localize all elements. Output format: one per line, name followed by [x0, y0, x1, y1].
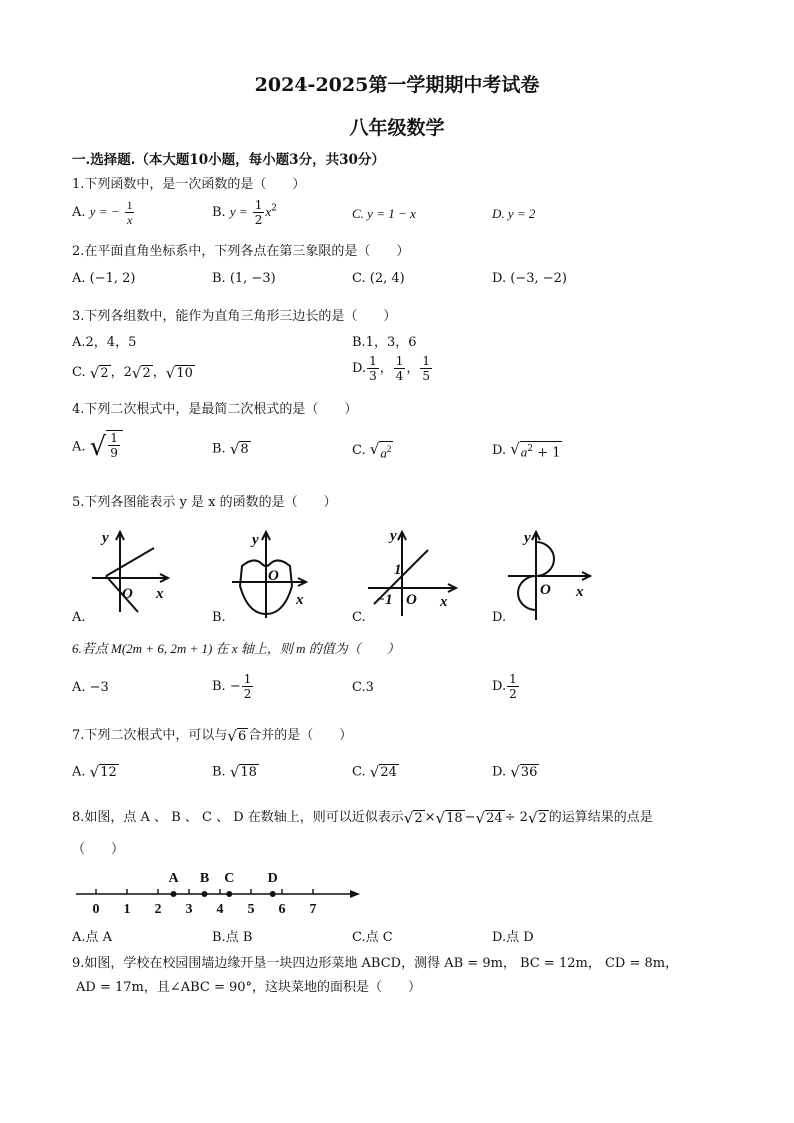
q7-b-in: 18	[240, 765, 257, 780]
q3-option-b: B.1，3，6	[352, 335, 417, 350]
number-line-arrow	[350, 890, 360, 898]
q4-a-sqrt: √ $\frac{1}{9}$	[90, 430, 123, 464]
number-line-point	[171, 891, 177, 897]
q5-d-x-label: x	[576, 584, 584, 600]
q3-c-r3: 10	[176, 365, 193, 381]
q6-option-b	[212, 672, 254, 701]
q4-d-in: a	[520, 444, 528, 460]
q7-option-d	[492, 764, 539, 780]
q7-c-in: 24	[380, 765, 397, 780]
number-line-point-label: B	[199, 871, 210, 886]
q3-c-sep1: ，2	[110, 365, 132, 380]
q6-b-num: 1	[243, 672, 252, 686]
number-line-point-label: D	[267, 871, 278, 886]
q1-a-num: 1	[126, 198, 133, 212]
q7-stem-post: 合并的是（ ）	[248, 728, 353, 743]
q3-c-sqrt-2: √ 2	[131, 363, 151, 382]
exam-subtitle: 八年级数学	[349, 117, 445, 139]
number-line-point	[202, 891, 208, 897]
q3-d-sep1: ，	[379, 361, 393, 376]
q6-b-label: B. −	[212, 679, 241, 694]
q7-a-label: A.	[72, 764, 86, 780]
q8-stem-post: 的运算结果的点是	[548, 810, 653, 825]
q3-c-sep2: ，	[152, 365, 166, 380]
q6-stem: 6.若点 M(2m + 6, 2m + 1) 在 x 轴上，则 m 的值为（ ）	[72, 641, 400, 656]
q5-d-y-label: y	[524, 530, 531, 546]
q7-c-label: C.	[352, 764, 366, 780]
q5-a-x-label: x	[156, 586, 164, 602]
q5-graph-d	[508, 532, 590, 620]
q4-a-num: 1	[110, 431, 118, 445]
q1-a-den: x	[126, 213, 133, 227]
q5-c-origin: O	[406, 592, 417, 608]
q8-stem-paren: （ ）	[72, 842, 125, 857]
q4-option-d	[492, 441, 562, 460]
number-line-tick-label: 0	[92, 902, 100, 917]
q4-option-c	[352, 441, 393, 460]
exam-title: 2024-2025第一学期期中考试卷	[254, 74, 540, 96]
q4-d-sup: 2	[527, 444, 534, 454]
q3-d-d3: 5	[422, 369, 431, 383]
q4-b-in: 8	[240, 442, 249, 457]
q1-a-fraction	[125, 198, 135, 227]
q8-stem-pre: 8.如图，点 A 、 B 、 C 、 D 在数轴上，则可以近似表示	[72, 810, 404, 825]
q8-r2: 18	[446, 810, 463, 826]
q6-b-fraction	[242, 672, 254, 701]
q8-op1: ×	[424, 810, 436, 825]
q7-d-in: 36	[520, 765, 538, 780]
q4-d-label: D.	[492, 443, 507, 459]
q5-c-tick-neg-one: −1	[376, 592, 393, 608]
q5-option-a: A.	[72, 610, 86, 625]
q3-c-label: C.	[72, 365, 86, 380]
q6-option-c: C.3	[352, 680, 374, 695]
q2-stem: 2.在平面直角坐标系中，下列各点在第三象限的是（ ）	[72, 244, 410, 259]
q3-d-d2: 4	[395, 369, 404, 383]
q8-option-b: B.点 B	[212, 930, 253, 945]
q1-b-fraction	[253, 198, 265, 227]
q4-c-sup: 2	[386, 444, 392, 454]
q8-sqrt-1: √ 2	[403, 808, 423, 827]
number-line-tick-label: 2	[154, 902, 162, 917]
number-line-tick-label: 5	[247, 902, 255, 917]
q4-c-sqrt: √ $a^2$	[369, 440, 392, 461]
section-heading: 一.选择题.（本大题10小题，每小题3分，共30分）	[72, 152, 385, 168]
q2-option-c: C. (2, 4)	[352, 271, 405, 286]
q1-option-a	[72, 198, 136, 227]
q3-d-d1: 3	[369, 369, 377, 383]
q7-a-in: 12	[100, 765, 117, 780]
q5-c-tick-one: 1	[394, 562, 402, 578]
q5-a-origin: O	[122, 586, 133, 602]
q8-r4: 2	[538, 810, 547, 826]
q5-b-x-label: x	[296, 592, 304, 608]
q1-stem: 1.下列函数中，是一次函数的是（ ）	[72, 177, 306, 192]
q1-b-sup: 2	[271, 203, 277, 214]
q1-a-label: A.	[72, 205, 86, 220]
q4-option-a	[72, 430, 123, 464]
q4-d-tail: + 1	[533, 445, 561, 461]
q8-sqrt-3: √ 24	[475, 808, 503, 827]
q6-option-d	[492, 672, 520, 701]
q5-a-y-label: y	[102, 530, 109, 546]
number-line-point	[226, 891, 232, 897]
q8-op3: ÷ 2	[504, 810, 528, 825]
number-line-tick-label: 6	[278, 902, 286, 917]
q4-option-b	[212, 441, 251, 457]
q4-c-label: C.	[352, 443, 366, 459]
q8-stem	[72, 806, 653, 826]
q6-d-num: 1	[509, 672, 517, 686]
q3-option-c	[72, 361, 195, 381]
q9-line-2: AD = 17m，且∠ABC = 90°，这块菜地的面积是（ ）	[76, 980, 422, 995]
q5-option-b: B.	[212, 610, 226, 625]
q7-stem	[72, 724, 352, 744]
q7-stem-rad: 6	[237, 728, 247, 744]
q8-number-line	[72, 864, 372, 924]
q3-c-sqrt-1: √ 2	[89, 363, 109, 382]
q7-option-b	[212, 764, 259, 780]
q1-b-num: 1	[254, 198, 263, 212]
q7-b-label: B.	[212, 764, 226, 780]
number-line-point	[270, 891, 276, 897]
q8-sqrt-2: √ 18	[435, 808, 463, 827]
q5-stem: 5.下列各图能表示 y 是 x 的函数的是（ ）	[72, 495, 337, 510]
q1-b-label: B.	[212, 205, 226, 220]
q5-c-x-label: x	[440, 594, 448, 610]
q3-c-r2: 2	[142, 365, 151, 381]
q3-d-n1: 1	[369, 354, 377, 368]
q5-d-origin: O	[540, 582, 551, 598]
q1-b-den: 2	[254, 213, 263, 227]
q7-b-sqrt: √ 18	[229, 763, 257, 781]
q4-b-label: B.	[212, 441, 226, 457]
q2-option-d: D. (−3, −2)	[492, 271, 567, 286]
q7-option-a	[72, 764, 119, 780]
q1-option-c: C. y = 1 − x	[352, 206, 416, 221]
q7-c-sqrt: √ 24	[369, 763, 397, 781]
q3-d-frac-3	[420, 354, 432, 383]
q7-d-label: D.	[492, 764, 507, 780]
q4-c-in: a	[380, 445, 387, 461]
q3-d-n2: 1	[395, 354, 404, 368]
q6-d-fraction	[507, 672, 519, 701]
q2-option-b: B. (1, −3)	[212, 271, 276, 286]
q8-option-a: A.点 A	[72, 930, 113, 945]
q1-option-d: D. y = 2	[492, 206, 536, 221]
q7-option-c	[352, 764, 399, 780]
number-line-tick-label: 1	[123, 902, 131, 917]
q1-option-b	[212, 198, 277, 227]
q1-a-lhs: y = −	[89, 204, 120, 219]
q8-op2: −	[464, 810, 476, 825]
q3-d-n3: 1	[422, 354, 431, 368]
number-line-tick-label: 4	[216, 902, 224, 917]
q7-stem-sqrt: √ 6	[227, 726, 247, 745]
q3-c-sqrt-3: √ 10	[165, 363, 193, 382]
q6-b-den: 2	[243, 687, 252, 701]
q5-b-y-label: y	[252, 532, 259, 548]
q4-a-label: A.	[72, 439, 86, 455]
q6-option-a: A. −3	[72, 680, 109, 695]
q1-b-lhs: y =	[229, 204, 248, 219]
q4-stem: 4.下列二次根式中，是最简二次根式的是（ ）	[72, 402, 358, 417]
number-line-tick-label: 7	[309, 902, 317, 917]
q8-option-c: C.点 C	[352, 930, 393, 945]
q3-d-sep2: ，	[406, 361, 420, 376]
q3-option-a: A.2，4，5	[72, 335, 137, 350]
q2-option-a: A. (−1, 2)	[72, 271, 136, 286]
q4-b-sqrt: √ 8	[229, 440, 249, 458]
number-line-tick-label: 3	[185, 902, 193, 917]
q8-option-d: D.点 D	[492, 930, 534, 945]
q4-d-sqrt: √ $a^2 + 1$	[510, 440, 561, 461]
q3-d-label: D.	[352, 361, 367, 376]
q3-option-d	[352, 354, 433, 383]
q1-b-tail: x	[265, 204, 272, 219]
q3-d-frac-2	[394, 354, 406, 383]
q5-option-c: C.	[352, 610, 366, 625]
q3-d-frac-1	[367, 354, 379, 383]
q3-c-r1: 2	[100, 365, 109, 381]
number-line-point-label: A	[168, 871, 179, 886]
q7-a-sqrt: √ 12	[89, 763, 117, 781]
q3-stem: 3.下列各组数中，能作为直角三角形三边长的是（ ）	[72, 309, 397, 324]
q8-r1: 2	[414, 810, 423, 826]
q7-d-sqrt: √ 36	[510, 763, 538, 781]
q6-d-den: 2	[509, 687, 517, 701]
q7-stem-pre: 7.下列二次根式中，可以与	[72, 728, 228, 743]
q8-sqrt-4: √ 2	[527, 808, 547, 827]
q8-r3: 24	[486, 810, 503, 826]
q9-line-1: 9.如图，学校在校园围墙边缘开垦一块四边形菜地 ABCD，测得 AB = 9m， BC = 12m， CD = 8m，	[72, 956, 679, 971]
q4-a-den: 9	[110, 446, 118, 460]
q6-d-label: D.	[492, 679, 507, 694]
q5-option-d: D.	[492, 610, 507, 625]
q5-c-y-label: y	[390, 528, 397, 544]
q5-b-origin: O	[268, 568, 279, 584]
number-line-point-label: C	[224, 871, 235, 886]
